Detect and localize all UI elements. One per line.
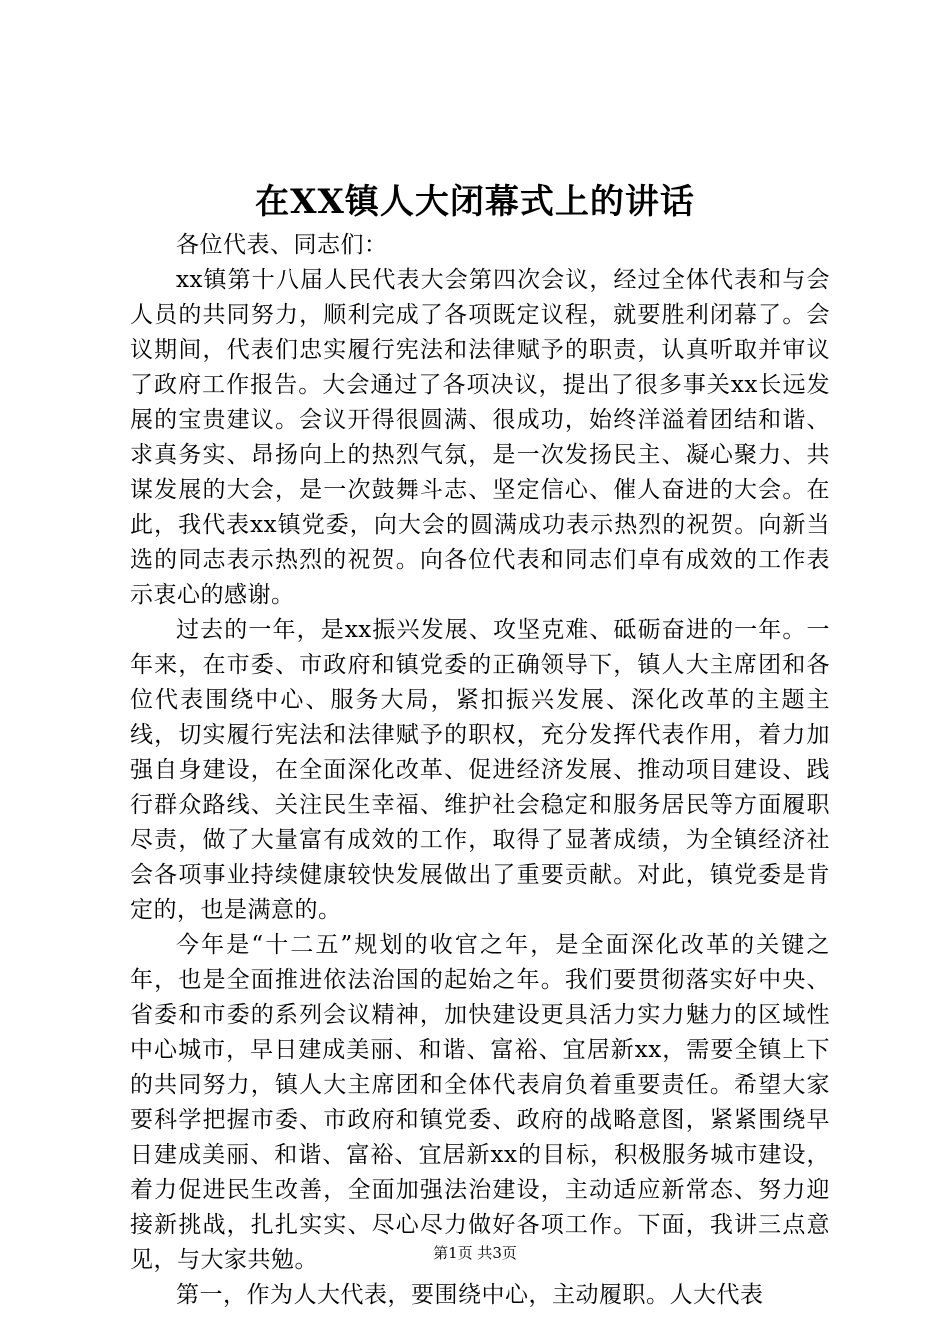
page-number-footer: 第1页 共3页 [433, 1244, 517, 1262]
paragraph-3: 今年是“十二五”规划的收官之年，是全面深化改革的关键之年，也是全面推进依法治国的起始之年。我们要贯彻落实好中央、省委和市委的系列会议精神，加快建设更具活力实力魅力的区域性中心城市，早日建成美丽、和谐、富裕、宜居新xx，需要全镇上下的共同努力，镇人大主席团和全体代表肩负着重要责任。希望大家要科学把握市委、市政府和镇党委、政府的战略意图，紧紧围绕早日建成美丽、和谐、富裕、宜居新xx的目标，积极服务城市建设，着力促进民生改善，全面加强法治建设，主动适应新常态、努力迎接新挑战，扎扎实实、尽心尽力做好各项工作。下面，我讲三点意见，与大家共勉。 [130, 932, 830, 1273]
paragraph-1: xx镇第十八届人民代表大会第四次会议，经过全体代表和与会人员的共同努力，顺利完成了各项既定议程，就要胜利闭幕了。会议期间，代表们忠实履行宪法和法律赋予的职责，认真听取并审议了政府工作报告。大会通过了各项决议，提出了很多事关xx长远发展的宝贵建议。会议开得很圆满、很成功，始终洋溢着团结和谐、求真务实、昂扬向上的热烈气氛，是一次发扬民主、凝心聚力、共谋发展的大会，是一次鼓舞斗志、坚定信心、催人奋进的大会。在此，我代表xx镇党委，向大会的圆满成功表示热烈的祝贺。向新当选的同志表示热烈的祝贺。向各位代表和同志们卓有成效的工作表示衷心的感谢。 [130, 267, 830, 608]
document-title: 在XX镇人大闭幕式上的讲话 [255, 182, 695, 222]
salutation: 各位代表、同志们： [176, 232, 388, 258]
paragraph-2: 过去的一年，是xx振兴发展、攻坚克难、砥砺奋进的一年。一年来，在市委、市政府和镇党委的正确领导下，镇人大主席团和各位代表围绕中心、服务大局，紧扣振兴发展、深化改革的主题主线，切实履行宪法和法律赋予的职权，充分发挥代表作用，着力加强自身建设，在全面深化改革、促进经济发展、推动项目建设、践行群众路线、关注民生幸福、维护社会稳定和服务居民等方面履职尽责，做了大量富有成效的工作，取得了显著成绩，为全镇经济社会各项事业持续健康较快发展做出了重要贡献。对此，镇党委是肯定的，也是满意的。 [130, 617, 830, 923]
paragraph-4: 第一，作为人大代表，要围绕中心，主动履职。人大代表 [176, 1282, 764, 1308]
document-body [130, 228, 830, 1313]
